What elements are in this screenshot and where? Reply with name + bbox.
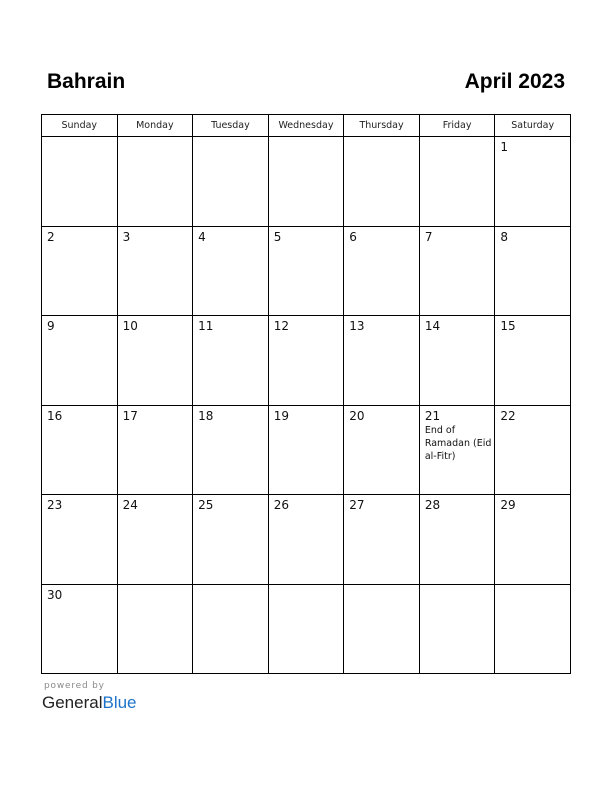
day-number: 16 [47,408,63,423]
weekday-friday: Friday [419,115,495,137]
day-number: 28 [424,498,441,512]
day-cell [495,584,571,674]
day-cell [193,495,269,585]
day-number: 18 [198,408,214,423]
day-number: 25 [198,498,214,512]
day-cell [117,316,193,406]
day-number: 30 [47,587,63,602]
week-row [42,495,571,585]
brand-blue: Blue [102,693,137,712]
day-cell [42,137,118,227]
day-number: 13 [349,319,365,333]
day-cell [193,316,269,406]
holiday-label: End of Ramadan (Eid al-Fitr) [424,424,492,462]
day-cell [495,405,571,495]
day-number: 9 [47,319,55,333]
day-cell [344,495,420,585]
day-cell [495,316,571,406]
day-number: 1 [500,140,509,154]
weekday-header-row [42,115,571,137]
day-cell [117,584,193,674]
day-cell [42,316,118,406]
day-cell [193,137,269,227]
day-cell [344,137,420,227]
day-cell [268,137,344,227]
generalblue-logo[interactable] [42,693,137,713]
day-number: 5 [273,229,282,244]
weekday-saturday: Saturday [495,115,571,137]
day-number: 2 [47,229,55,244]
week-row [42,405,571,495]
weekday-wednesday: Wednesday [268,115,344,137]
week-row [42,226,571,316]
day-cell [495,137,571,227]
day-cell [344,316,420,406]
day-number: 10 [122,319,138,333]
day-number: 26 [273,498,289,512]
day-number: 20 [349,408,365,423]
week-row [42,584,571,674]
day-number: 19 [273,408,289,423]
powered-by-text: powered by [44,681,105,691]
day-cell [419,226,495,316]
day-cell [344,405,420,495]
day-cell [268,226,344,316]
day-cell [117,495,193,585]
day-cell [419,495,495,585]
day-number: 6 [349,229,357,244]
day-number: 24 [122,498,138,512]
calendar-grid [41,114,571,674]
day-number: 4 [198,229,206,244]
day-number: 29 [500,498,516,512]
day-cell [419,405,495,495]
month-title: April 2023 [464,70,565,93]
day-number: 23 [47,498,63,512]
day-cell [193,226,269,316]
day-number: 7 [424,229,433,244]
week-row [42,316,571,406]
day-cell [268,405,344,495]
day-cell [344,226,420,316]
day-cell [495,226,571,316]
day-cell [193,405,269,495]
day-number: 14 [424,319,441,333]
day-cell [495,495,571,585]
week-row [42,137,571,227]
day-cell [419,137,495,227]
weekday-monday: Monday [117,115,193,137]
day-cell [419,316,495,406]
day-number: 22 [500,408,516,423]
day-cell [268,495,344,585]
day-cell [42,584,118,674]
day-cell [117,405,193,495]
day-cell [419,584,495,674]
day-number: 3 [122,229,131,244]
day-number: 11 [198,319,214,333]
day-number: 17 [122,408,138,423]
weekday-thursday: Thursday [344,115,420,137]
day-number: 15 [500,319,516,333]
day-cell [344,584,420,674]
day-cell [117,137,193,227]
day-cell [117,226,193,316]
weekday-sunday: Sunday [42,115,118,137]
day-number: 21 [424,408,441,423]
weekday-tuesday: Tuesday [193,115,269,137]
day-number: 12 [273,319,289,333]
day-cell [42,405,118,495]
day-number: 27 [349,498,365,512]
day-cell [42,495,118,585]
day-cell [42,226,118,316]
brand-general: General [42,693,103,712]
day-cell [268,584,344,674]
country-title: Bahrain [47,70,126,93]
day-number: 8 [500,229,509,244]
day-cell [193,584,269,674]
day-cell [268,316,344,406]
